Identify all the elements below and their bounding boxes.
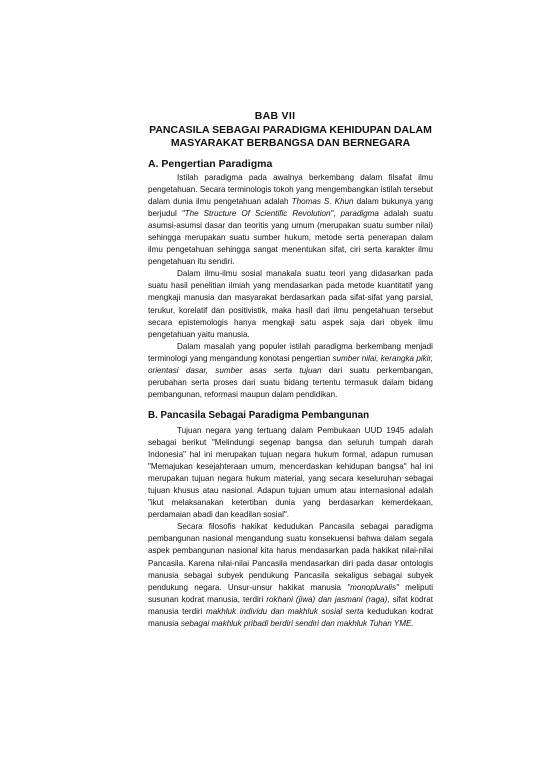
italic-text: "The Structure Of Scientific Revolution" bbox=[181, 209, 334, 219]
italic-text: "monopluralis" bbox=[347, 582, 399, 592]
italic-text: paradigma bbox=[340, 209, 379, 219]
chapter-title: PANCASILA SEBAGAI PARADIGMA KEHIDUPAN DALAM MASYARAKAT BERBANGSA DAN BERNEGARA bbox=[149, 124, 432, 149]
text: meliputi susunan kodrat manusia, terdiri bbox=[148, 582, 433, 604]
text: sifat kodrat manusia terdiri bbox=[148, 594, 434, 616]
italic-text: Thomas S. Khun bbox=[291, 197, 354, 207]
text: kedudukan kodrat manusia bbox=[148, 606, 433, 628]
section-a-heading: A. Pengertian Paradigma bbox=[148, 158, 273, 170]
paragraph bbox=[148, 341, 433, 401]
italic-text: sebagai makhluk pribadi berdiri sendiri dan makhluk Tuhan YME. bbox=[180, 618, 414, 628]
text: Istilah paradigma pada awalnya berkembang dalam filsafat ilmu pengetahuan. Secara terminologis tokoh yang mengembangkan istilah tersebut dalam dunia ilmu pengetahuan adalah bbox=[148, 173, 433, 207]
chapter-heading: BAB VII bbox=[254, 110, 296, 122]
section-a-body bbox=[148, 172, 433, 401]
italic-text: sumber nilai, kerangka pikir, orientasi dasar, sumber asas serta tujuan bbox=[148, 353, 433, 375]
paragraph: Tujuan negara yang tertuang dalam Pembukaan UUD 1945 adalah sebagai berikut "Melindungi segenap bangsa dan seluruh tumpah darah Indonesia" hal ini merupakan tujuan negara hukum formal, adapun rumusan "Memajukan kesejahteraan umum, mencerdaskan kehidupan bangsa" hal ini merupakan tujuan negara hukum material, yang secara keseluruhan sebagai tujuan khusus atau nasional. Adapun tujuan umum atau internasional adalah "ikut melaksanakan ketertiban dunia yang berdasarkan kemerdekaan, perdamaian abadi dan keadilan sosial". bbox=[148, 426, 433, 520]
section-b-heading: B. Pancasila Sebagai Paradigma Pembangunan bbox=[148, 410, 370, 421]
text: Secara filosofis hakikat kedudukan Pancasila sebagai paradigma pembangunan nasional mengandung suatu konsekuensi bahwa dalam segala aspek pembangunan nasional kita harus mendasarkan pada hakikat nilai-nilai Pancasila. Karena nilai-nilai Pancasila mendasarkan diri pada dasar ontologis manusia sebagai subyek pendukung Pancasila sekaligus sebagai subyek pendukung negara. Unsur-unsur hakikat manusia bbox=[148, 522, 433, 592]
section-b-body bbox=[148, 425, 433, 630]
text: Dalam masalah yang populer istilah paradigma berkembang menjadi terminologi yang mengandung konotasi pengertian bbox=[148, 341, 433, 363]
paragraph: Dalam ilmu-ilmu sosial manakala suatu teori yang didasarkan pada suatu hasil penelitian ilmiah yang mendasarkan pada metode kuantitatif yang mengkaji manusia dan masyarakat berdasarkan pada sifat-sifat yang parsial, terukur, korelatif dan positivistik, maka hasil dari ilmu pengetahuan tersebut secara epistemologis hanya mengkaji satu aspek saja dari obyek ilmu pengetahuan yaitu manusia. bbox=[148, 269, 433, 339]
paragraph bbox=[148, 172, 433, 268]
italic-text: rokhani (jiwa) dan jasmani (raga), bbox=[266, 594, 390, 604]
text: dalam bukunya yang berjudul bbox=[148, 197, 433, 219]
paragraph bbox=[148, 521, 433, 629]
italic-text: makhluk individu dan makhluk sosial serta bbox=[205, 606, 364, 616]
text: dari suatu perkembangan, perubahan serta proses dari suatu bidang tertentu termasuk dalam bidang pembangunan, reformasi maupun dalam pendidikan. bbox=[148, 365, 433, 399]
text: , bbox=[333, 209, 341, 219]
text: adalah suatu asumsi-asumsi dasar dan teoritis yang umum (merupakan suatu sumber nilai) sehingga merupakan suatu sumber hukum, metode serta penerapan dalam ilmu pengetahuan sehingga sangat menentukan sifat, ciri serta karakter ilmu pengetahuan itu sendiri. bbox=[148, 209, 433, 267]
